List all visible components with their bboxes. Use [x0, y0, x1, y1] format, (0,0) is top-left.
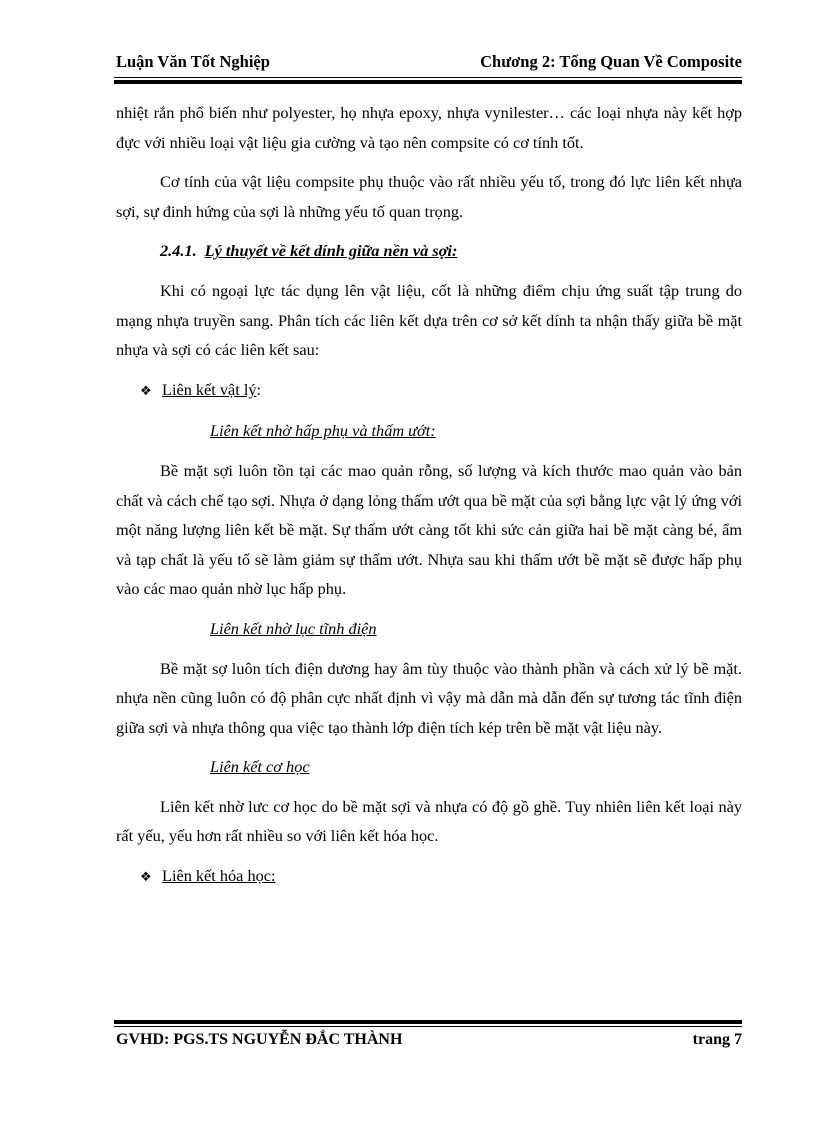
footer-advisor: GVHD: PGS.TS NGUYỄN ĐẮC THÀNH	[116, 1031, 403, 1048]
paragraph-3: Khi có ngoại lực tác dụng lên vật liệu, cốt là những điểm chịu ứng suất tập trung do mạng nhựa truyền sang. Phân tích các liên kết dựa trên cơ sở kết dính ta nhận thấy giữa bề mặt nhựa và sợi có các liên kết sau:	[116, 280, 742, 360]
header-chapter-title: Chương 2: Tổng Quan Về Composite	[480, 52, 742, 71]
section-number: 2.4.1.	[160, 241, 197, 261]
page-footer	[116, 1031, 742, 1049]
subheading-electrostatic	[116, 614, 742, 644]
bullet-physical-bond-label: Liên kết vật lý	[162, 379, 257, 399]
subheading-electrostatic-text: Liên kết nhờ lục tĩnh điện	[210, 618, 377, 638]
four-diamond-bullet-icon: ❖	[140, 383, 152, 399]
bullet-physical-bond	[116, 375, 742, 407]
paragraph-4: Bề mặt sợi luôn tồn tại các mao quản rỗng, số lượng và kích thước mao quản vào bản chất và cách chế tạo sợi. Nhựa ở dạng lỏng thấm ướt qua bề mặt của sợi bằng lực vật lý ứng với một năng lượng liên kết bề mặt. Sự thấm ướt càng tốt khi sức cản giữa hai bề mặt càng bé, ẩm và tạp chất là yếu tố sẽ làm giảm sự thấm ướt. Nhựa sau khi thấm ướt bề mặt sẽ được hấp phụ vào các mao quản nhờ lục hấp phụ.	[116, 460, 742, 599]
subheading-adsorption	[116, 416, 742, 446]
four-diamond-bullet-icon: ❖	[140, 870, 152, 886]
paragraph-6: Liên kết nhờ lưc cơ học do bề mặt sợi và nhựa có độ gồ ghề. Tuy nhiên liên kết loại này rất yếu, yếu hơn rất nhiều so với liên kết hóa học.	[116, 796, 742, 846]
section-title: Lý thuyết về kết dính giữa nền và sợi:	[204, 241, 458, 261]
bullet-physical-bond-suffix: :	[256, 379, 262, 399]
paragraph-1: nhiệt rắn phổ biến như polyester, họ nhựa epoxy, nhựa vynilester… các loại nhựa này kết hợp đực với nhiều loại vật liệu gia cường và tạo nên compsite có cơ tính tốt.	[116, 103, 742, 152]
header-divider	[114, 77, 742, 84]
page-body	[116, 98, 742, 903]
paragraph-2: Cơ tính của vật liệu compsite phụ thuộc vào rất nhiều yếu tố, trong đó lực liên kết nhựa sợi, sự đinh hứng của sợi là những yếu tố quan trọng.	[116, 172, 742, 221]
section-heading	[116, 236, 742, 266]
paragraph-5: Bề mặt sợ luôn tích điện dương hay âm tùy thuộc vào thành phần và cách xử lý bề mặt. nhựa nền cũng luôn có độ phân cực nhất định vì vậy mà dẫn mà dẫn đến sự tương tác tĩnh điện giữa sợi và nhựa thông qua việc tạo thành lớp điện tích kép trên bề mặt vật liệu này.	[116, 658, 742, 737]
bullet-chemical-bond	[116, 861, 742, 893]
bullet-chemical-bond-label: Liên kết hóa học:	[162, 866, 276, 886]
footer-divider	[114, 1020, 742, 1027]
subheading-mechanical	[116, 752, 742, 782]
header-thesis-title: Luận Văn Tốt Nghiệp	[116, 52, 270, 71]
subheading-mechanical-text: Liên kết cơ học	[210, 757, 310, 777]
footer-page-number: trang 7	[692, 1031, 742, 1048]
page-header	[116, 52, 742, 74]
subheading-adsorption-text: Liên kết nhờ hấp phụ và thấm ướt:	[210, 421, 436, 441]
